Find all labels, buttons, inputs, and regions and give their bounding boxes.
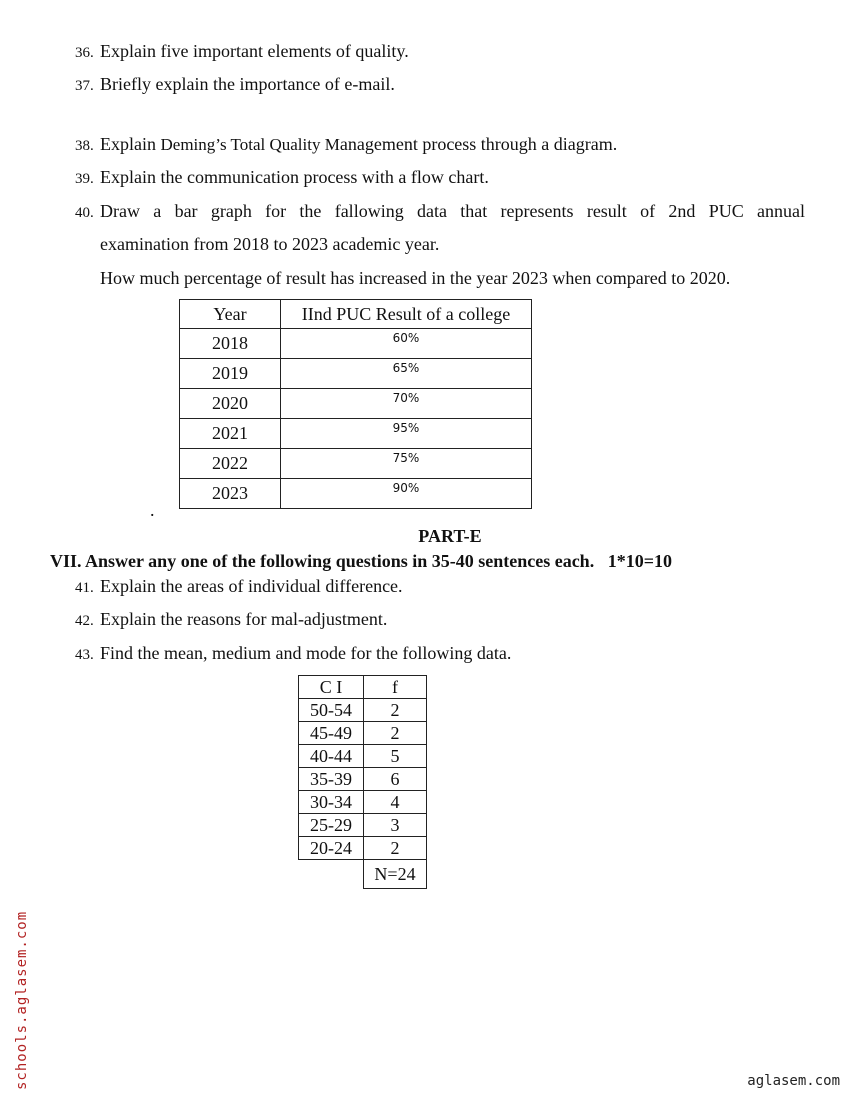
question-38	[75, 128, 805, 163]
question-number: 42.	[75, 613, 94, 629]
section-instruction: VII. Answer any one of the following questions in 35-40 sentences each. 1*10=10	[50, 551, 672, 571]
table-header-row	[180, 300, 532, 329]
result-cell: 95%	[281, 419, 532, 449]
table-header-result: IInd PUC Result of a college	[281, 300, 532, 329]
year-cell: 2018	[180, 329, 281, 359]
question-39	[75, 161, 805, 196]
question-text-line-1: Draw a bar graph for the fallowing data that represents result of 2nd PUC annual	[100, 201, 805, 221]
result-cell: 75%	[281, 449, 532, 479]
year-cell: 2020	[180, 389, 281, 419]
question-41	[75, 570, 805, 605]
question-42	[75, 603, 805, 638]
result-cell: 65%	[281, 359, 532, 389]
question-text: Explain the communication process with a flow chart.	[100, 167, 489, 187]
question-text: Briefly explain the importance of e-mail.	[100, 74, 395, 94]
year-cell: 2019	[180, 359, 281, 389]
question-number: 43.	[75, 647, 94, 663]
table-row	[299, 768, 427, 791]
question-number: 39.	[75, 171, 94, 187]
footer-watermark: aglasem.com	[747, 1073, 840, 1089]
table-header-row	[299, 676, 427, 699]
table-row	[299, 791, 427, 814]
ci-cell: 25-29	[299, 814, 364, 837]
table-row	[180, 419, 532, 449]
question-number: 41.	[75, 580, 94, 596]
result-cell: 70%	[281, 389, 532, 419]
blank-cell	[299, 860, 364, 889]
stray-dot: .	[150, 500, 155, 520]
table-row	[299, 837, 427, 860]
table-row	[180, 389, 532, 419]
f-cell: 2	[364, 699, 427, 722]
question-number: 37.	[75, 78, 94, 94]
question-37	[75, 68, 805, 103]
table-row	[299, 814, 427, 837]
question-text	[100, 128, 805, 161]
question-43	[75, 637, 805, 672]
result-table	[179, 299, 532, 509]
question-number: 38.	[75, 138, 94, 154]
question-36	[75, 35, 805, 70]
question-40	[75, 195, 805, 295]
question-text: Find the mean, medium and mode for the following data.	[100, 643, 512, 663]
table-row	[180, 329, 532, 359]
table-row	[299, 699, 427, 722]
part-heading: PART-E	[418, 526, 482, 546]
result-cell: 90%	[281, 479, 532, 509]
f-cell: 2	[364, 837, 427, 860]
table-row	[180, 359, 532, 389]
ci-cell: 35-39	[299, 768, 364, 791]
table-row	[299, 745, 427, 768]
f-cell: 2	[364, 722, 427, 745]
ci-cell: 20-24	[299, 837, 364, 860]
question-text-line-2: examination from 2018 to 2023 academic year.	[100, 234, 440, 254]
table-header-f: f	[364, 676, 427, 699]
question-number: 40.	[75, 205, 94, 221]
table-header-ci: C I	[299, 676, 364, 699]
question-text-line-3: How much percentage of result has increased in the year 2023 when compared to 2020.	[100, 268, 731, 288]
table-total-row	[299, 860, 427, 889]
question-number: 36.	[75, 45, 94, 61]
year-cell: 2021	[180, 419, 281, 449]
side-watermark: schools.aglasem.com	[14, 910, 30, 1090]
f-cell: 4	[364, 791, 427, 814]
ci-cell: 30-34	[299, 791, 364, 814]
table-row	[180, 449, 532, 479]
f-cell: 6	[364, 768, 427, 791]
question-text-pre: Explain	[100, 134, 161, 154]
year-cell: 2022	[180, 449, 281, 479]
table-header-year: Year	[180, 300, 281, 329]
total-cell: N=24	[364, 860, 427, 889]
year-cell: 2023	[180, 479, 281, 509]
deming-phrase: Deming’s Total Quality M	[160, 135, 340, 154]
f-cell: 5	[364, 745, 427, 768]
ci-cell: 45-49	[299, 722, 364, 745]
question-text: Explain five important elements of quality.	[100, 41, 409, 61]
table-row	[299, 722, 427, 745]
f-cell: 3	[364, 814, 427, 837]
question-text: Explain the areas of individual difference.	[100, 576, 403, 596]
ci-cell: 40-44	[299, 745, 364, 768]
question-text-post: anagement process through a diagram.	[339, 134, 618, 154]
result-cell: 60%	[281, 329, 532, 359]
table-row	[180, 479, 532, 509]
frequency-table	[298, 675, 427, 889]
question-text: Explain the reasons for mal-adjustment.	[100, 609, 388, 629]
ci-cell: 50-54	[299, 699, 364, 722]
